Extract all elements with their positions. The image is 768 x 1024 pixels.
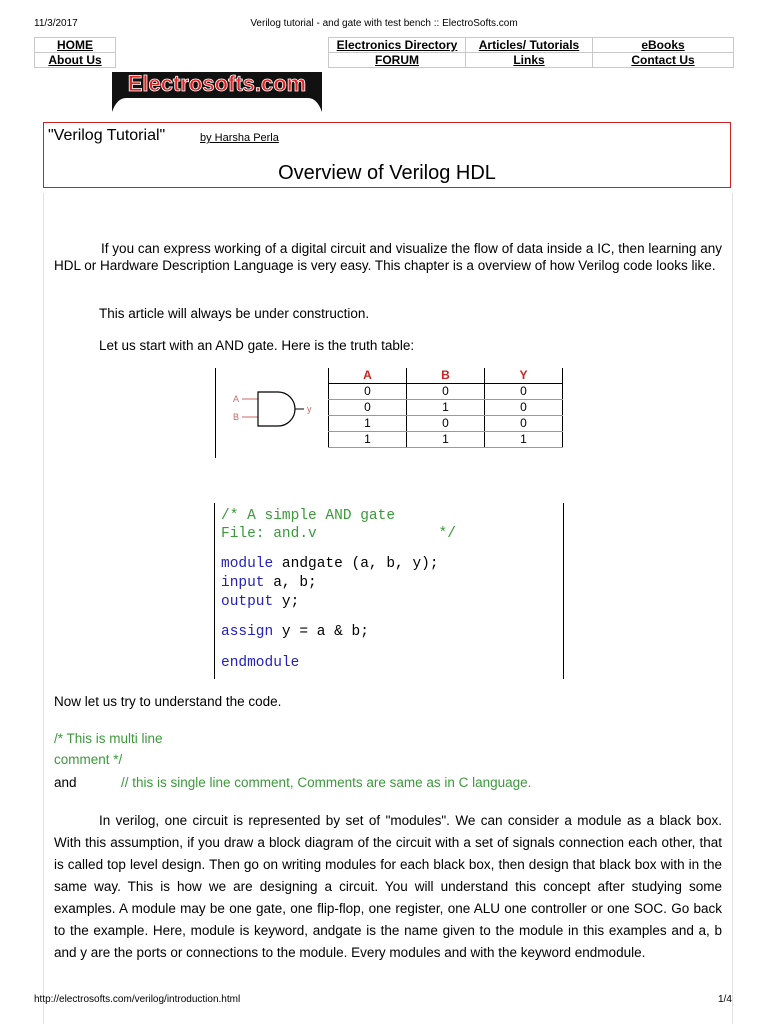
electrosofts-logo[interactable] [112, 68, 322, 116]
code-block [214, 503, 564, 679]
table-cell: 1 [329, 432, 407, 448]
modules-paragraph: In verilog, one circuit is represented by set of "modules". We can consider a module as a black box. With this assumption, if you draw a block diagram of the circuit with a set of signals connection each other, that is called top level design. Then go on writing modules for each black box, then design that black box with in the same way. This is how we are designing a circuit. You will understand this concept after studying some examples. A module may be one gate, one flip-flop, one register, one ALU one controller or one SOC. Go back to the example. Here, module is keyword, andgate is the name given to the module in this examples and a, b and y are the ports or connections to the module. Every modules and with the keyword endmodule. [54, 813, 722, 960]
gate-input-a-label: A [233, 394, 240, 404]
and-word: and [54, 775, 77, 790]
tutorial-series-label: "Verilog Tutorial" [48, 127, 166, 144]
multiline-comment-line-1: /* This is multi line [54, 731, 163, 746]
code-line-input [221, 574, 317, 592]
construction-note: This article will always be under construction. [99, 306, 370, 321]
nav-contact-link[interactable]: Contact Us [631, 53, 695, 67]
page-title: Overview of Verilog HDL [278, 162, 496, 184]
understand-code-text: Now let us try to understand the code. [54, 694, 282, 709]
code-input-rest: a, b; [264, 575, 317, 591]
table-cell: 1 [407, 400, 485, 416]
truth-header-a: A [329, 368, 407, 384]
and-gate-icon [216, 368, 320, 458]
print-page-title: Verilog tutorial - and gate with test bench :: ElectroSofts.com [250, 18, 518, 29]
print-page-number: 1/4 [718, 994, 732, 1005]
table-row [329, 400, 563, 416]
nav-links-link[interactable]: Links [513, 53, 545, 67]
truth-table-intro: Let us start with an AND gate. Here is the truth table: [99, 338, 415, 353]
truth-header-b: B [407, 368, 485, 384]
keyword-endmodule: endmodule [221, 655, 300, 671]
keyword-module: module [221, 556, 274, 572]
nav-right [328, 37, 734, 68]
table-row [329, 416, 563, 432]
nav-forum-link[interactable]: FORUM [375, 53, 419, 67]
title-box [43, 122, 731, 188]
table-row [329, 432, 563, 448]
keyword-output: output [221, 594, 274, 610]
code-assign-rest: y = a & b; [273, 624, 369, 640]
table-cell: 0 [329, 400, 407, 416]
gate-output-y-label: y [307, 404, 312, 414]
code-comment-line-1: /* A simple AND gate [221, 508, 396, 524]
nav-ebooks-link[interactable]: eBooks [641, 38, 685, 52]
table-cell: 0 [407, 384, 485, 400]
table-cell: 0 [485, 384, 563, 400]
table-cell: 0 [485, 400, 563, 416]
code-module-rest: andgate (a, b, y); [273, 556, 439, 572]
gate-input-b-label: B [233, 412, 240, 422]
and-gate-diagram [215, 368, 320, 458]
keyword-assign: assign [221, 624, 274, 640]
intro-paragraph: If you can express working of a digital circuit and visualize the flow of data inside a IC, then learning any HDL or Hardware Description Language is very easy. This chapter is a overview of how Verilog code looks like. [54, 241, 722, 273]
table-cell: 0 [329, 384, 407, 400]
table-cell: 0 [407, 416, 485, 432]
truth-header-y: Y [485, 368, 563, 384]
table-cell: 1 [485, 432, 563, 448]
print-date: 11/3/2017 [34, 18, 78, 29]
code-line-assign [221, 623, 369, 641]
table-cell: 1 [329, 416, 407, 432]
author-link[interactable]: by Harsha Perla [200, 132, 279, 144]
table-row [329, 384, 563, 400]
table-cell: 0 [485, 416, 563, 432]
nav-electronics-directory-link[interactable]: Electronics Directory [336, 38, 458, 52]
code-comment-line-2: File: and.v */ [221, 526, 456, 542]
truth-table [328, 368, 563, 448]
table-cell: 1 [407, 432, 485, 448]
keyword-input: input [221, 575, 265, 591]
nav-home-link[interactable]: HOME [57, 38, 93, 52]
nav-articles-link[interactable]: Articles/ Tutorials [478, 38, 580, 52]
multiline-comment-line-2: comment */ [54, 752, 123, 767]
code-line-module [221, 555, 439, 573]
code-output-rest: y; [273, 594, 300, 610]
nav-about-link[interactable]: About Us [48, 53, 102, 67]
print-url: http://electrosofts.com/verilog/introduction.html [34, 994, 241, 1005]
single-line-comment: // this is single line comment, Comments are same as in C language. [121, 775, 532, 790]
nav-left [34, 37, 116, 68]
code-line-output [221, 593, 299, 611]
logo-text: Electrosofts.com [127, 71, 307, 96]
